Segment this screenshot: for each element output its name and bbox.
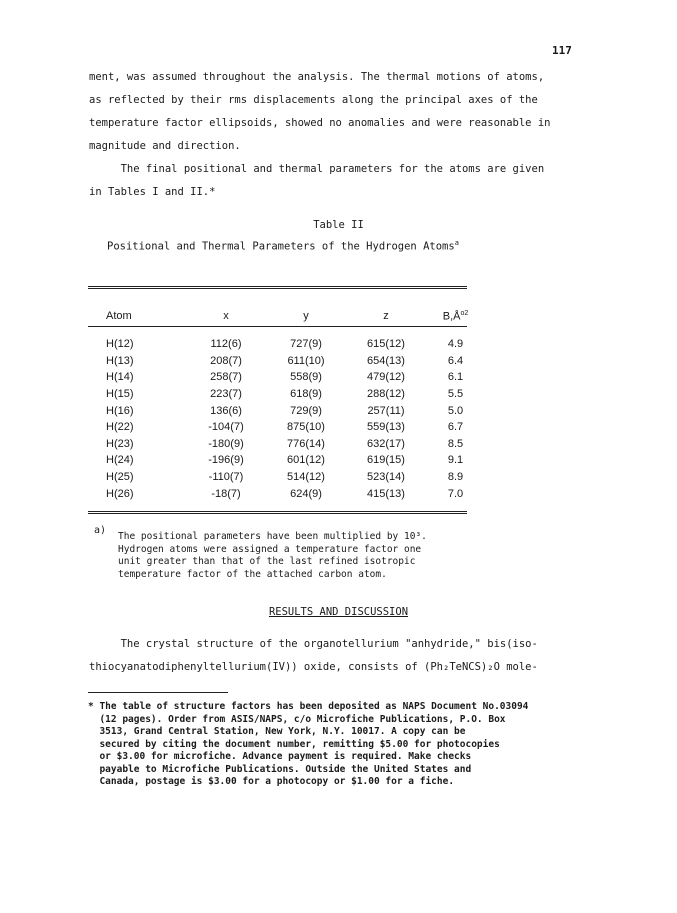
cell-b: 6.1 xyxy=(447,371,464,384)
cell-b: 4.9 xyxy=(447,338,464,351)
cell-b: 8.5 xyxy=(447,437,464,450)
section-heading: RESULTS AND DISCUSSION xyxy=(268,606,409,618)
cell-z: 632(17) xyxy=(367,437,405,450)
table-bottom-rule xyxy=(88,511,467,512)
table-footnote-line: unit greater than that of the last refined isotropic xyxy=(118,556,416,567)
table-row xyxy=(88,436,485,453)
cell-atom: H(23) xyxy=(106,437,134,450)
intro-line: The final positional and thermal parameters for the atoms are given xyxy=(89,163,545,175)
cell-atom: H(12) xyxy=(106,338,134,351)
cell-b: 5.5 xyxy=(447,388,464,401)
table-row xyxy=(88,386,485,403)
col-header-b xyxy=(426,306,485,326)
cell-y: 558(9) xyxy=(290,371,322,384)
cell-x: -110(7) xyxy=(208,471,244,484)
footnote-line: or $3.00 for microfiche. Advance payment is required. Make checks xyxy=(88,751,472,762)
footnote-line: (12 pages). Order from ASIS/NAPS, c/o Microfiche Publications, P.O. Box xyxy=(88,713,506,725)
table-footnote-line: temperature factor of the attached carbon atom. xyxy=(118,568,387,580)
footnote-line: 3513, Grand Central Station, New York, N.Y. 10017. A copy can be xyxy=(88,726,466,737)
cell-atom: H(24) xyxy=(106,454,134,467)
cell-b: 8.9 xyxy=(447,471,464,484)
cell-z: 654(13) xyxy=(367,354,405,367)
cell-x: -18(7) xyxy=(211,487,241,500)
cell-x: -180(9) xyxy=(208,437,244,450)
cell-atom: H(14) xyxy=(106,371,134,384)
table-row xyxy=(88,452,485,469)
cell-z: 523(14) xyxy=(367,471,405,484)
table-footnote-line: The positional parameters have been multiplied by 10³. xyxy=(118,531,427,542)
table-caption-marker: a xyxy=(454,239,459,247)
cell-atom: H(16) xyxy=(106,404,134,417)
table-row xyxy=(88,402,485,419)
cell-x: 112(6) xyxy=(210,338,242,351)
table-footnote-line: Hydrogen atoms were assigned a temperature factor one xyxy=(118,543,422,555)
cell-z: 619(15) xyxy=(367,454,405,467)
cell-b: 9.1 xyxy=(447,454,464,467)
cell-y: 624(9) xyxy=(290,487,322,500)
table-row xyxy=(88,369,485,386)
page-number: 117 xyxy=(552,44,572,57)
table-bottom-rule-double xyxy=(88,513,467,514)
intro-line: magnitude and direction. xyxy=(89,140,241,152)
cell-y: 875(10) xyxy=(287,421,325,434)
table-row xyxy=(88,336,485,353)
footnote-line: payable to Microfiche Publications. Outside the United States and xyxy=(88,763,472,775)
cell-x: -196(9) xyxy=(208,454,244,467)
cell-y: 611(10) xyxy=(287,354,325,367)
col-header-b-superscript: o2 xyxy=(460,309,469,317)
cell-atom: H(13) xyxy=(106,354,134,367)
table-caption-text: Positional and Thermal Parameters of the Hydrogen Atoms xyxy=(107,240,455,253)
hydrogen-parameters-table xyxy=(88,306,485,502)
table-body xyxy=(88,336,485,502)
intro-line: ment, was assumed throughout the analysis. The thermal motions of atoms, xyxy=(89,71,545,83)
cell-x: 258(7) xyxy=(210,371,242,384)
table-row xyxy=(88,353,485,370)
cell-y: 618(9) xyxy=(290,388,322,401)
cell-y: 727(9) xyxy=(290,338,322,351)
cell-b: 5.0 xyxy=(447,404,464,417)
intro-line: as reflected by their rms displacements along the principal axes of the xyxy=(89,94,538,106)
cell-z: 559(13) xyxy=(367,421,405,434)
cell-b: 7.0 xyxy=(447,487,464,500)
cell-z: 257(11) xyxy=(367,404,405,417)
footnote-line: Canada, postage is $3.00 for a photocopy or $1.00 for a fiche. xyxy=(88,776,455,787)
cell-atom: H(26) xyxy=(106,487,134,500)
table-top-rule-double xyxy=(88,288,467,289)
results-line: thiocyanatodiphenyltellurium(IV)) oxide, consists of (Ph₂TeNCS)₂O mole- xyxy=(89,661,538,673)
col-header-z: z xyxy=(383,310,389,322)
col-header-atom: Atom xyxy=(106,310,132,322)
table-header-row xyxy=(88,306,485,326)
cell-y: 514(12) xyxy=(287,471,325,484)
footnote-rule xyxy=(88,692,228,693)
cell-z: 479(12) xyxy=(367,371,405,384)
cell-y: 601(12) xyxy=(287,454,325,467)
cell-b: 6.4 xyxy=(447,354,464,367)
table-footnote-text xyxy=(118,531,478,581)
cell-atom: H(15) xyxy=(106,388,134,401)
col-header-b-label: B,Å xyxy=(442,310,461,323)
results-line: The crystal structure of the organotellurium "anhydride," bis(iso- xyxy=(89,638,538,650)
cell-y: 729(9) xyxy=(290,404,322,417)
table-caption xyxy=(107,239,459,253)
table-row xyxy=(88,419,485,436)
cell-atom: H(25) xyxy=(106,471,134,484)
cell-b: 6.7 xyxy=(447,421,464,434)
page-footnote xyxy=(88,701,548,789)
table-top-rule xyxy=(88,286,467,287)
intro-line: temperature factor ellipsoids, showed no anomalies and were reasonable in xyxy=(89,117,551,129)
col-header-y: y xyxy=(303,310,309,322)
footnote-line: secured by citing the document number, remitting $5.00 for photocopies xyxy=(88,738,500,750)
footnote-line: * The table of structure factors has been deposited as NAPS Document No.03094 xyxy=(88,701,529,712)
intro-line: in Tables I and II.* xyxy=(89,186,216,198)
cell-x: 208(7) xyxy=(210,354,242,367)
table-title: Table II xyxy=(313,219,364,231)
cell-z: 288(12) xyxy=(367,388,405,401)
cell-x: -104(7) xyxy=(208,421,244,434)
cell-z: 415(13) xyxy=(367,487,405,500)
table-row xyxy=(88,485,485,502)
cell-y: 776(14) xyxy=(287,437,325,450)
cell-atom: H(22) xyxy=(106,421,134,434)
results-paragraph xyxy=(89,633,589,679)
cell-x: 223(7) xyxy=(210,388,242,401)
table-footnote-marker: a) xyxy=(94,525,107,536)
intro-paragraph xyxy=(89,66,569,204)
table-row xyxy=(88,469,485,486)
cell-z: 615(12) xyxy=(367,338,405,351)
cell-x: 136(6) xyxy=(210,404,242,417)
col-header-x: x xyxy=(223,310,229,322)
